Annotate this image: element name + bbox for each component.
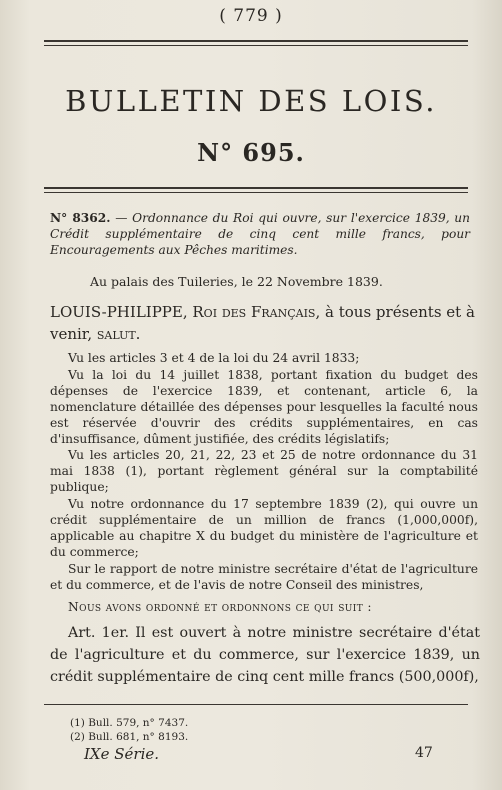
paragraph-5: Sur le rapport de notre ministre secrétaire d'état de l'agriculture et du commerce, et de l'avis de notre Conseil des ministres, (50, 562, 478, 592)
footnote-1: (1) Bull. 579, n° 7437. (70, 717, 189, 729)
king-name: LOUIS-PHILIPPE, (50, 303, 188, 321)
place-date: Au palais des Tuileries, le 22 Novembre 1839. (90, 274, 383, 289)
decree-number: N° 8362. (50, 211, 111, 225)
paragraph-2: Vu la loi du 14 juillet 1838, portant fixation du budget des dépenses de l'exercice 1839, et contenant, article 6, la nomenclature détaillée des dépenses pour lesquelles la faculté nous est réservée d'ouvrir des crédits supplémentaires, en cas d'insuffisance, dûment justifiée, des crédits législatifs; (50, 368, 478, 446)
footnote-2: (2) Bull. 681, n° 8193. (70, 731, 189, 743)
series-label: IXe Série. (84, 745, 160, 763)
header-double-rule (44, 187, 468, 193)
article-1: Art. 1er. Il est ouvert à notre ministre secrétaire d'état de l'agriculture et du commerce, sur l'exercice 1839, un crédit supplémentaire de cinq cent mille francs (500,000f), (50, 625, 480, 685)
paragraph-1: Vu les articles 3 et 4 de la loi du 24 avril 1833; (68, 351, 360, 365)
folio-number: 47 (415, 745, 433, 761)
issue-number: N° 695. (197, 138, 305, 167)
bulletin-title: BULLETIN DES LOIS. (65, 84, 437, 118)
decree-title: — Ordonnance du Roi qui ouvre, sur l'exercice 1839, un Crédit supplémentaire de cinq cent mille francs, pour Encouragements aux Pêches maritimes. (50, 211, 471, 257)
top-double-rule (44, 40, 468, 46)
page-number: ( 779 ) (219, 6, 283, 26)
paragraph-4: Vu notre ordonnance du 17 septembre 1839 (2), qui ouvre un crédit supplémentaire de un million de francs (1,000,000f), applicable au chapitre X du budget du ministère de l'agriculture et du commerce; (50, 497, 478, 559)
king-title: Roi des Français, (192, 303, 321, 321)
decree-heading (50, 210, 470, 258)
king-salut: salut. (96, 325, 141, 343)
king-preamble (50, 301, 476, 345)
ordering-clause: Nous avons ordonné et ordonnons ce qui suit : (68, 600, 372, 614)
footnote-rule (44, 704, 468, 705)
footnotes (70, 716, 188, 744)
king-greeting: à tous présents et à venir, (50, 303, 475, 343)
paragraph-3: Vu les articles 20, 21, 22, 23 et 25 de notre ordonnance du 31 mai 1838 (1), portant règlement général sur la comptabilité publique; (50, 448, 478, 494)
